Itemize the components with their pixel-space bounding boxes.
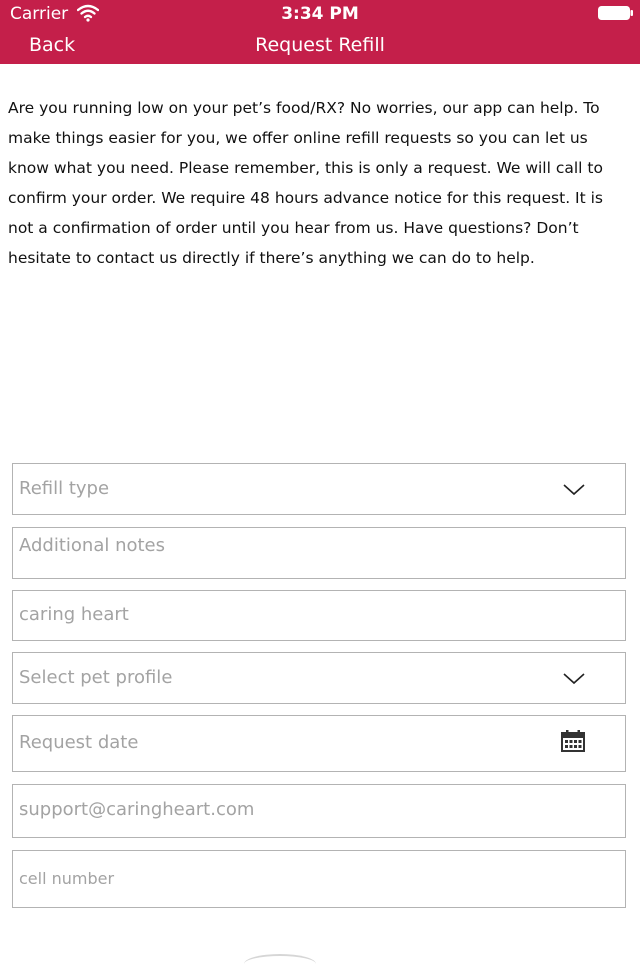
cell-number-field[interactable] xyxy=(12,850,626,908)
nav-row xyxy=(0,28,640,64)
chevron-down-icon xyxy=(563,483,585,497)
pet-profile-select[interactable] xyxy=(12,652,626,704)
clinic-name-field[interactable] xyxy=(12,590,626,641)
request-date-placeholder: Request date xyxy=(19,732,139,753)
refill-type-placeholder: Refill type xyxy=(19,478,110,499)
navigation-bar xyxy=(0,0,640,64)
status-bar xyxy=(0,0,640,28)
additional-notes-placeholder: Additional notes xyxy=(19,535,166,556)
refill-type-select[interactable] xyxy=(12,463,626,515)
clinic-name-value: caring heart xyxy=(19,604,129,625)
chevron-down-icon xyxy=(563,672,585,686)
calendar-icon[interactable] xyxy=(561,730,585,752)
email-value: support@caringheart.com xyxy=(19,799,255,820)
pet-profile-placeholder: Select pet profile xyxy=(19,667,173,688)
status-time: 3:34 PM xyxy=(281,4,359,24)
request-date-field[interactable] xyxy=(12,715,626,772)
intro-text: Are you running low on your pet’s food/RX? No worries, our app can help. To make things easier for you, we offer online refill requests so you can let us know what you need. Please remember, this is only a request. We will call to confirm your order. We require 48 hours advance notice for this request. It is not a confirmation of order until you hear from us. Have questions? Don’t hesitate to contact us directly if there’s anything we can do to help. xyxy=(8,99,604,267)
submit-button-edge[interactable] xyxy=(244,954,316,974)
additional-notes-field[interactable] xyxy=(12,527,626,579)
carrier-label: Carrier xyxy=(10,4,69,24)
email-field[interactable] xyxy=(12,784,626,838)
cell-number-placeholder: cell number xyxy=(19,869,115,888)
battery-icon xyxy=(598,6,634,20)
page-title: Request Refill xyxy=(255,34,385,56)
back-button[interactable]: Back xyxy=(29,34,76,56)
